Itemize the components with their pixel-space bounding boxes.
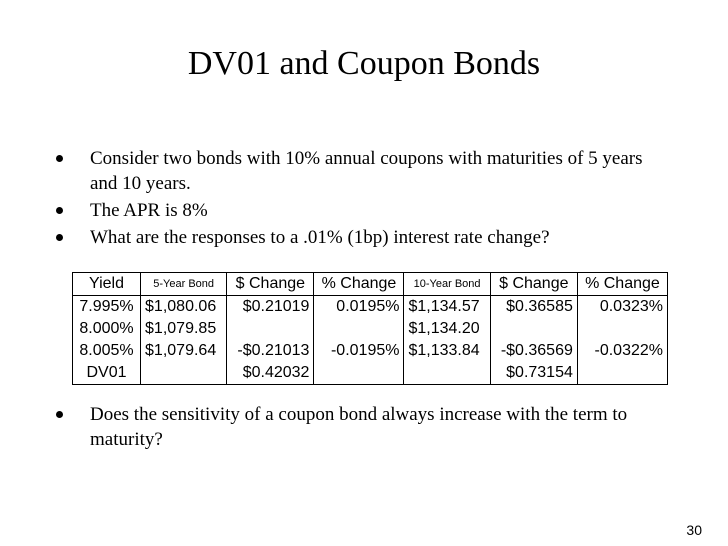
bullet-item (54, 198, 674, 223)
table-row-dv01 (73, 362, 668, 385)
header-5yr-dollar-change: $ Change (227, 273, 314, 296)
table-cell: $0.36585 (490, 296, 577, 319)
table-cell: $0.21019 (227, 296, 314, 319)
table-cell (577, 362, 667, 385)
page-number: 30 (686, 522, 702, 538)
table-cell: -$0.21013 (227, 340, 314, 362)
table-cell: -0.0322% (577, 340, 667, 362)
table-cell: $0.42032 (227, 362, 314, 385)
table-cell: DV01 (73, 362, 141, 385)
table-row (73, 296, 668, 319)
bullet-dot-icon (56, 155, 63, 162)
header-5yr-pct-change: % Change (314, 273, 404, 296)
table-cell: -$0.36569 (490, 340, 577, 362)
bullet-item (54, 146, 674, 196)
bullet-dot-icon (56, 411, 63, 418)
bullet-text: What are the responses to a .01% (1bp) interest rate change? (90, 227, 550, 248)
table-cell: $1,079.85 (141, 318, 227, 340)
bullet-text: The APR is 8% (90, 200, 208, 221)
bullet-dot-icon (56, 234, 63, 241)
table-cell (314, 362, 404, 385)
table-header-row (73, 273, 668, 296)
table-cell: 8.005% (73, 340, 141, 362)
table-cell: $0.73154 (490, 362, 577, 385)
table-cell: $1,079.64 (141, 340, 227, 362)
table-cell (404, 362, 490, 385)
table-row (73, 318, 668, 340)
bullet-item (54, 402, 674, 452)
table-cell (490, 318, 577, 340)
header-yield: Yield (73, 273, 141, 296)
table-cell: 7.995% (73, 296, 141, 319)
header-10yr-dollar-change: $ Change (490, 273, 577, 296)
table-cell: 0.0323% (577, 296, 667, 319)
header-5yr-bond: 5-Year Bond (141, 273, 227, 296)
table-cell: $1,080.06 (141, 296, 227, 319)
table-cell: $1,134.57 (404, 296, 490, 319)
bond-sensitivity-table (72, 272, 668, 385)
header-10yr-bond: 10-Year Bond (404, 273, 490, 296)
bullet-dot-icon (56, 207, 63, 214)
table-cell: 8.000% (73, 318, 141, 340)
bullet-item (54, 225, 674, 250)
table-cell (227, 318, 314, 340)
bullet-text: Does the sensitivity of a coupon bond always increase with the term to maturity? (90, 404, 628, 450)
table-cell: $1,134.20 (404, 318, 490, 340)
bullet-text: Consider two bonds with 10% annual coupons with maturities of 5 years and 10 years. (90, 148, 643, 194)
table-cell: 0.0195% (314, 296, 404, 319)
bullet-list-bottom (54, 402, 674, 454)
header-10yr-pct-change: % Change (577, 273, 667, 296)
bullet-list-top (54, 146, 674, 252)
table-cell (141, 362, 227, 385)
table-cell (577, 318, 667, 340)
table-cell: $1,133.84 (404, 340, 490, 362)
table-row (73, 340, 668, 362)
table-cell: -0.0195% (314, 340, 404, 362)
slide-title: DV01 and Coupon Bonds (187, 45, 541, 82)
table-cell (314, 318, 404, 340)
